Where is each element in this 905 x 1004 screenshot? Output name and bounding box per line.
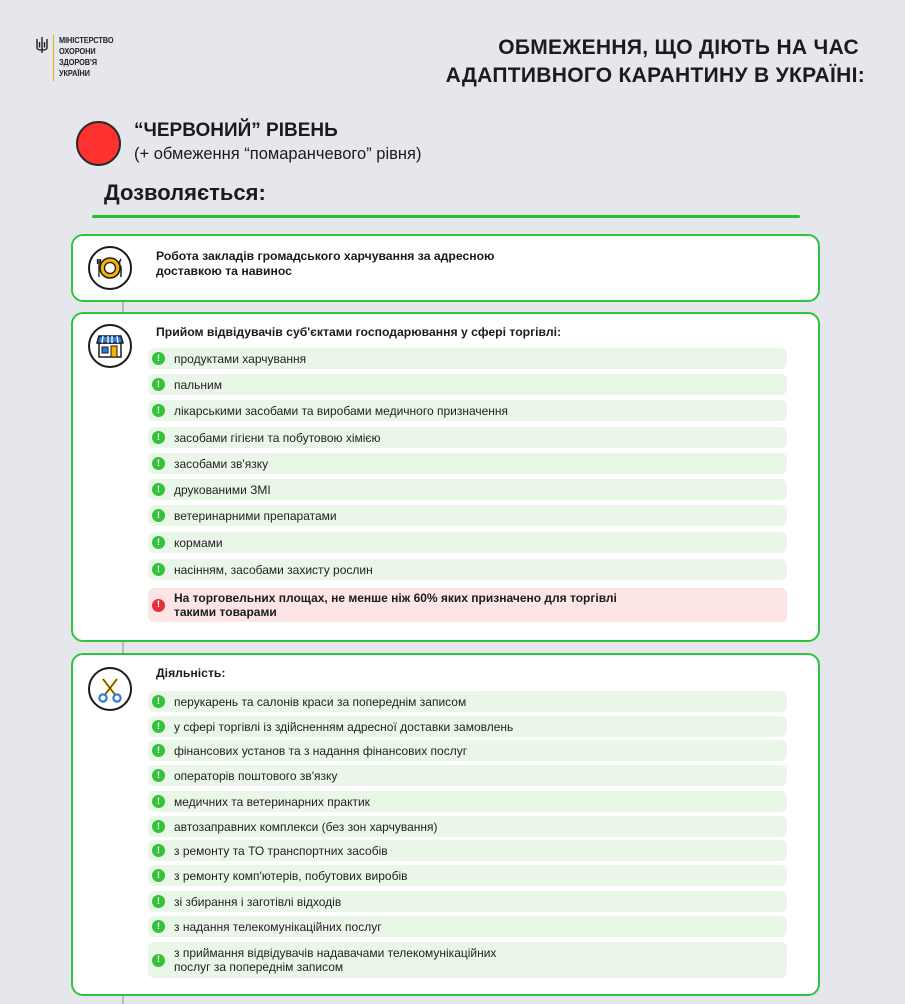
check-icon: ! — [152, 744, 165, 757]
ministry-logo — [36, 35, 122, 81]
card-title: Діяльність: — [156, 666, 226, 680]
list-item: ! пальним — [148, 374, 787, 395]
list-item: ! кормами — [148, 532, 787, 553]
check-icon: ! — [152, 769, 165, 782]
list-item: ! з приймання відвідувачів надавачами телекомунікаційних послуг за попереднім записом — [148, 942, 787, 978]
check-icon: ! — [152, 920, 165, 933]
list-item: ! продуктами харчування — [148, 348, 787, 369]
check-icon: ! — [152, 483, 165, 496]
page-title-line: АДАПТИВНОГО КАРАНТИНУ В УКРАЇНІ: — [445, 64, 865, 87]
scissors-icon — [88, 667, 132, 711]
list-item: ! з ремонту комп'ютерів, побутових виробів — [148, 865, 787, 886]
logo-text — [59, 35, 122, 79]
list-item: ! ветеринарними препаратами — [148, 505, 787, 526]
list-item: ! з ремонту та ТО транспортних засобів — [148, 840, 787, 861]
list-item: ! лікарськими засобами та виробами медичного призначення — [148, 400, 787, 421]
logo-divider — [53, 35, 54, 81]
list-item: ! операторів поштового зв'язку — [148, 765, 787, 786]
trident-icon — [36, 37, 48, 53]
list-item: ! з надання телекомунікаційних послуг — [148, 916, 787, 937]
check-icon: ! — [152, 563, 165, 576]
level-subtitle: (+ обмеження “помаранчевого” рівня) — [134, 145, 422, 163]
check-icon: ! — [152, 378, 165, 391]
card-trade — [71, 312, 820, 642]
page-title — [446, 34, 865, 90]
list-item: ! перукарень та салонів краси за попереднім записом — [148, 691, 787, 712]
heading-divider — [92, 215, 800, 218]
logo-line: ЗДОРОВ'Я — [59, 57, 97, 67]
check-icon: ! — [152, 844, 165, 857]
check-icon: ! — [152, 695, 165, 708]
check-icon: ! — [152, 509, 165, 522]
logo-line: УКРАЇНИ — [59, 68, 90, 78]
list-item: ! медичних та ветеринарних практик — [148, 791, 787, 812]
card-food-service — [71, 234, 820, 302]
list-item: ! у сфері торгівлі із здійсненням адресної доставки замовлень — [148, 716, 787, 737]
warning-item — [148, 588, 787, 622]
check-icon: ! — [152, 795, 165, 808]
level-name: “ЧЕРВОНИЙ” РІВЕНЬ — [134, 120, 338, 141]
check-icon: ! — [152, 457, 165, 470]
list-item: ! засобами зв'язку — [148, 453, 787, 474]
shop-storefront-icon — [88, 324, 132, 368]
list-item: ! насінням, засобами захисту рослин — [148, 559, 787, 580]
allowed-heading: Дозволяється: — [104, 180, 266, 205]
check-icon: ! — [152, 869, 165, 882]
warning-text: На торговельних площах, не менше ніж 60% яких призначено для торгівлі такими товарами — [174, 591, 617, 619]
check-icon: ! — [152, 820, 165, 833]
check-icon: ! — [152, 431, 165, 444]
check-icon: ! — [152, 895, 165, 908]
list-item: ! зі збирання і заготівлі відходів — [148, 891, 787, 912]
page-title-line: ОБМЕЖЕННЯ, ЩО ДІЮТЬ НА ЧАС — [498, 36, 859, 59]
red-level-indicator — [76, 121, 121, 166]
dining-plate-icon — [88, 246, 132, 290]
card-title: Робота закладів громадського харчування за адресною доставкою та навинос — [156, 249, 495, 278]
alert-icon: ! — [152, 599, 165, 612]
card-title: Прийом відвідувачів суб'єктами господарювання у сфері торгівлі: — [156, 325, 562, 339]
list-item: ! друкованими ЗМІ — [148, 479, 787, 500]
logo-line: ОХОРОНИ — [59, 46, 96, 56]
list-item: ! автозаправних комплекси (без зон харчування) — [148, 816, 787, 837]
list-item: ! фінансових установ та з надання фінансових послуг — [148, 740, 787, 761]
logo-line: МІНІСТЕРСТВО — [59, 35, 114, 45]
check-icon: ! — [152, 720, 165, 733]
check-icon: ! — [152, 404, 165, 417]
check-icon: ! — [152, 352, 165, 365]
check-icon: ! — [152, 536, 165, 549]
list-item: ! засобами гігієни та побутовою хімією — [148, 427, 787, 448]
check-icon: ! — [152, 954, 165, 967]
card-activities — [71, 653, 820, 996]
